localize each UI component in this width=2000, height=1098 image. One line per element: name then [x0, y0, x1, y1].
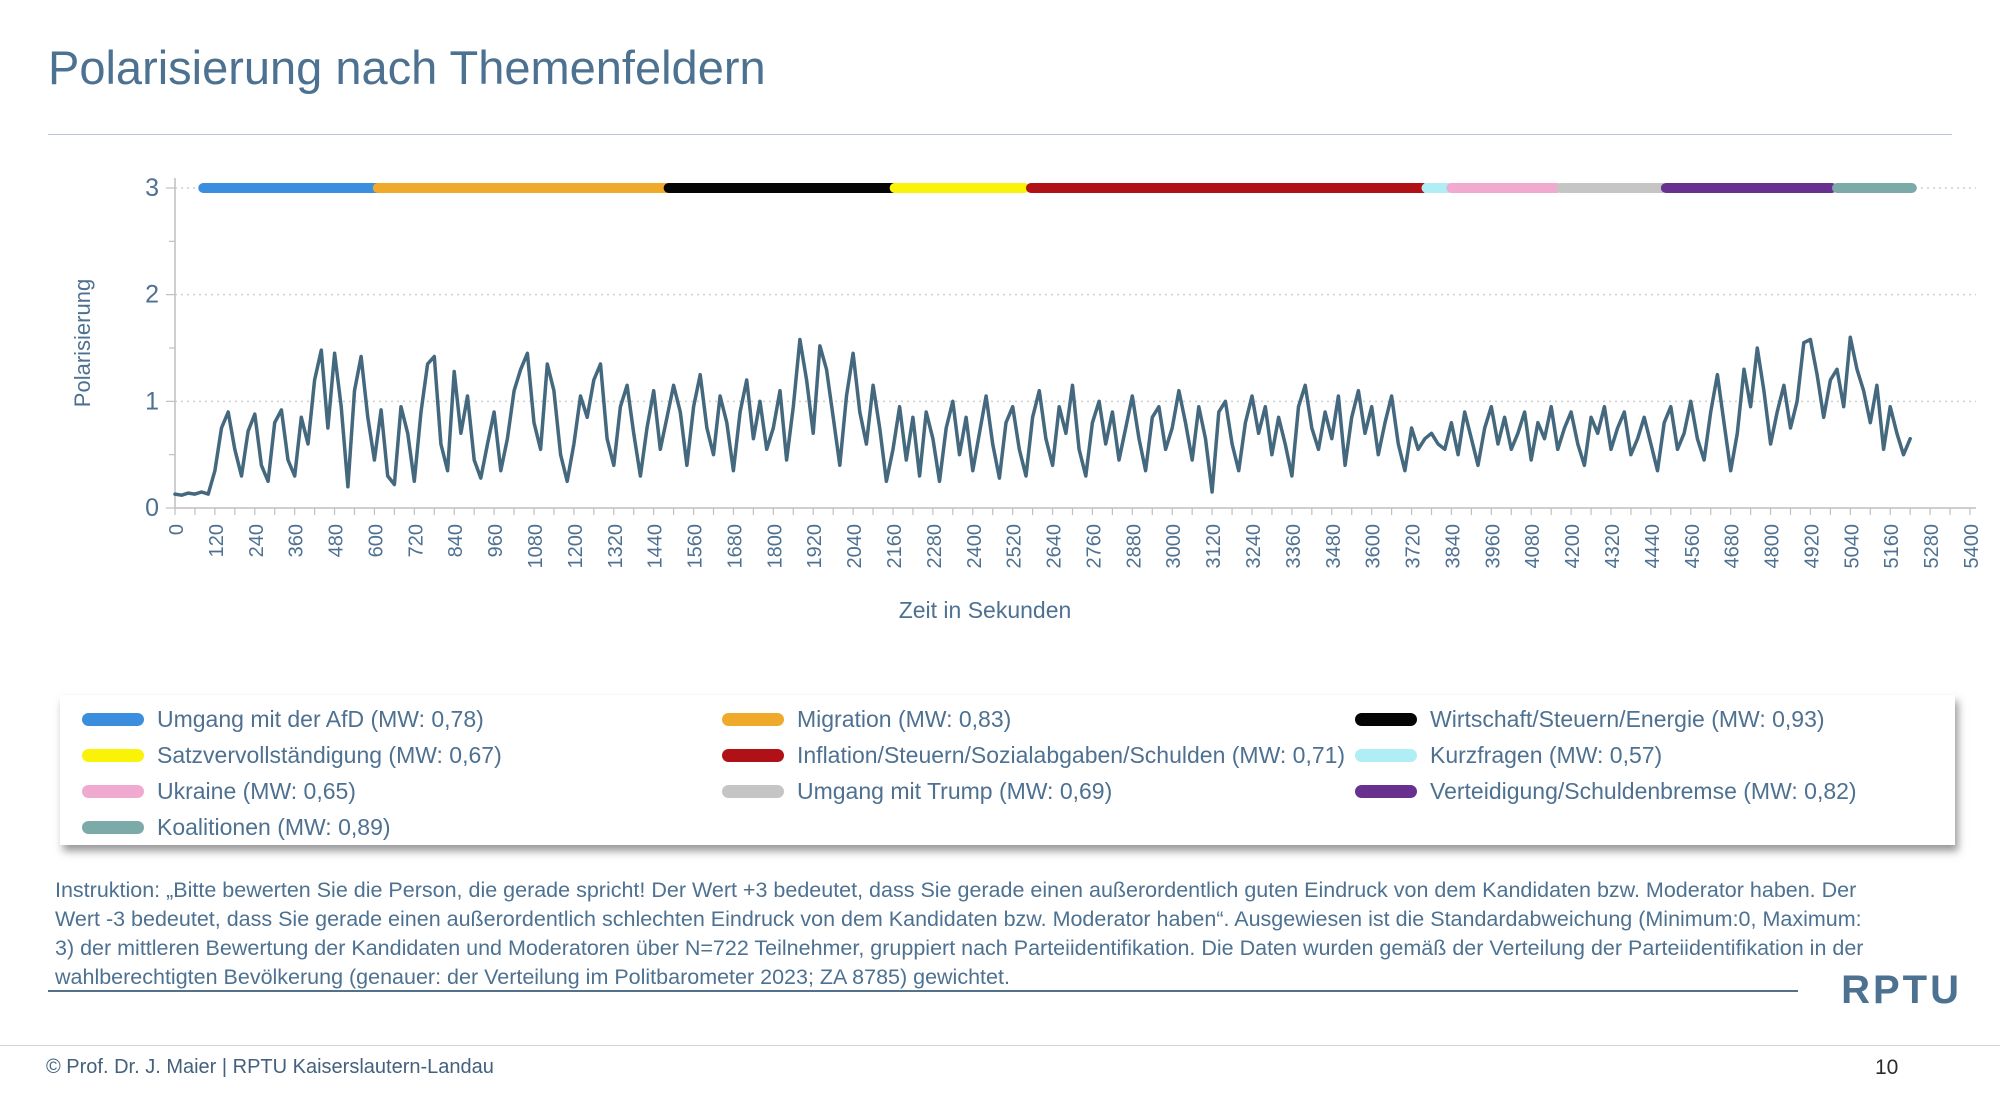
- x-tick-label: 3480: [1322, 524, 1345, 569]
- x-tick-label: 3120: [1203, 524, 1226, 569]
- x-tick-label: 0: [166, 524, 188, 536]
- legend-label: Koalitionen (MW: 0,89): [157, 813, 391, 840]
- x-tick-label: 2880: [1123, 524, 1146, 569]
- legend-label: Kurzfragen (MW: 0,57): [1430, 741, 1663, 768]
- x-tick-label: 3600: [1362, 524, 1385, 569]
- legend-swatch-icon: [1355, 785, 1417, 798]
- x-tick-label: 5160: [1881, 524, 1904, 569]
- y-tick-label: 0: [145, 494, 159, 522]
- legend-swatch-icon: [1355, 749, 1417, 762]
- legend-label: Ukraine (MW: 0,65): [157, 777, 356, 804]
- x-tick-label: 240: [245, 524, 268, 558]
- x-tick-label: 600: [365, 524, 388, 558]
- x-tick-label: 1560: [684, 524, 707, 569]
- legend-item-migration: [722, 703, 1011, 735]
- x-tick-label: 1920: [804, 524, 827, 569]
- legend-item-inflation: [722, 739, 1345, 771]
- y-tick-label: 2: [145, 280, 159, 309]
- legend-label: Satzvervollständigung (MW: 0,67): [157, 741, 502, 768]
- legend-item-koalitionen: [82, 811, 391, 843]
- legend-swatch-icon: [82, 749, 144, 762]
- y-tick-label: 1: [145, 387, 159, 416]
- page-number: 10: [1875, 1056, 1899, 1079]
- x-tick-label: 4560: [1681, 524, 1704, 569]
- x-tick-label: 5280: [1921, 524, 1944, 569]
- x-tick-label: 3000: [1163, 524, 1186, 569]
- instruction-line: Wert -3 bedeutet, dass Sie gerade einen außerordentlich schlechten Eindruck von dem Kandidaten bzw. Moderator haben“. Ausgewiesen ist die Standardabweichung (Minimum:0, Maximum:: [55, 907, 1862, 931]
- legend-label: Umgang mit der AfD (MW: 0,78): [157, 705, 484, 732]
- x-axis-label: Zeit in Sekunden: [898, 597, 1072, 623]
- legend-label: Inflation/Steuern/Sozialabgaben/Schulden (MW: 0,71): [797, 741, 1346, 768]
- chart-area: [60, 140, 1990, 635]
- x-tick-label: 480: [325, 524, 348, 558]
- legend-item-wirtschaft: [1355, 703, 1825, 735]
- instruction-line: Instruktion: „Bitte bewerten Sie die Person, die gerade spricht! Der Wert +3 bedeutet, dass Sie gerade einen außerordentlich guten Eindruck von dem Kandidaten bzw. Moderator haben. Der: [55, 878, 1857, 902]
- x-tick-label: 1800: [764, 524, 787, 569]
- x-tick-label: 2520: [1003, 524, 1026, 569]
- x-tick-label: 2760: [1083, 524, 1106, 569]
- legend-swatch-icon: [722, 785, 784, 798]
- x-tick-label: 4800: [1761, 524, 1784, 569]
- x-tick-label: 3240: [1243, 524, 1265, 569]
- legend-label: Wirtschaft/Steuern/Energie (MW: 0,93): [1430, 705, 1825, 732]
- x-tick-label: 4200: [1562, 524, 1585, 569]
- legend-swatch-icon: [722, 713, 784, 726]
- legend-item-verteidigung: [1355, 775, 1857, 807]
- footer-copyright: © Prof. Dr. J. Maier | RPTU Kaiserslautern-Landau: [46, 1056, 494, 1078]
- legend-item-trump: [722, 775, 1112, 807]
- x-tick-label: 2640: [1043, 524, 1066, 569]
- x-tick-label: 3360: [1282, 524, 1305, 569]
- y-axis-label: Polarisierung: [70, 278, 95, 408]
- x-tick-label: 2160: [884, 524, 906, 569]
- x-tick-label: 720: [405, 524, 428, 558]
- x-tick-label: 1080: [525, 524, 547, 569]
- legend-swatch-icon: [82, 713, 144, 726]
- x-tick-label: 360: [285, 524, 308, 558]
- polarization-line-chart: [60, 140, 1990, 635]
- series-line: [175, 337, 1910, 495]
- x-tick-label: 4680: [1721, 524, 1744, 569]
- legend-swatch-icon: [82, 821, 144, 834]
- x-tick-label: 3840: [1442, 524, 1465, 569]
- y-tick-label: 3: [145, 174, 159, 202]
- x-tick-label: 5400: [1961, 524, 1983, 569]
- instruction-line: wahlberechtigten Bevölkerung (genauer: der Verteilung im Politbarometer 2023; ZA 8785) gewichtet.: [55, 965, 1010, 989]
- legend-item-afd: [82, 703, 484, 735]
- x-tick-label: 4440: [1641, 524, 1664, 569]
- x-tick-label: 1680: [724, 524, 747, 569]
- instruction-underline: [48, 990, 1798, 992]
- x-tick-label: 1320: [604, 524, 627, 569]
- x-tick-label: 1440: [644, 524, 667, 569]
- x-tick-label: 1200: [564, 524, 587, 569]
- legend-item-ukraine: [82, 775, 356, 807]
- x-tick-label: 960: [485, 524, 508, 558]
- legend-swatch-icon: [722, 749, 784, 762]
- footer-divider: [0, 1045, 2000, 1046]
- x-tick-label: 2040: [844, 524, 867, 569]
- x-tick-label: 2400: [963, 524, 986, 569]
- legend-item-satzvervollstaendigung: [82, 739, 502, 771]
- rptu-logo: RPTU: [1841, 968, 1962, 1012]
- legend-swatch-icon: [82, 785, 144, 798]
- x-tick-label: 4080: [1522, 524, 1545, 569]
- x-tick-label: 3960: [1482, 524, 1505, 569]
- x-tick-label: 4320: [1602, 524, 1624, 569]
- page-title: Polarisierung nach Themenfeldern: [48, 41, 766, 94]
- legend-swatch-icon: [1355, 713, 1417, 726]
- legend-label: Umgang mit Trump (MW: 0,69): [797, 777, 1113, 804]
- legend-label: Migration (MW: 0,83): [797, 705, 1012, 732]
- x-tick-label: 4920: [1801, 524, 1824, 569]
- legend-item-kurzfragen: [1355, 739, 1662, 771]
- x-tick-label: 840: [445, 524, 468, 558]
- x-tick-label: 5040: [1841, 524, 1864, 569]
- legend-label: Verteidigung/Schuldenbremse (MW: 0,82): [1430, 777, 1857, 804]
- chart-legend: [60, 695, 1955, 845]
- instruction-text: [55, 876, 1955, 992]
- x-tick-label: 120: [205, 524, 228, 558]
- instruction-line: 3) der mittleren Bewertung der Kandidaten und Moderatoren über N=722 Teilnehmer, gruppiert nach Parteiidentifikation. Die Daten wurden gemäß der Verteilung der Parteiidentifikation in der: [55, 936, 1864, 960]
- x-tick-label: 3720: [1402, 524, 1425, 569]
- title-divider: [48, 134, 1952, 135]
- x-tick-label: 2280: [923, 524, 946, 569]
